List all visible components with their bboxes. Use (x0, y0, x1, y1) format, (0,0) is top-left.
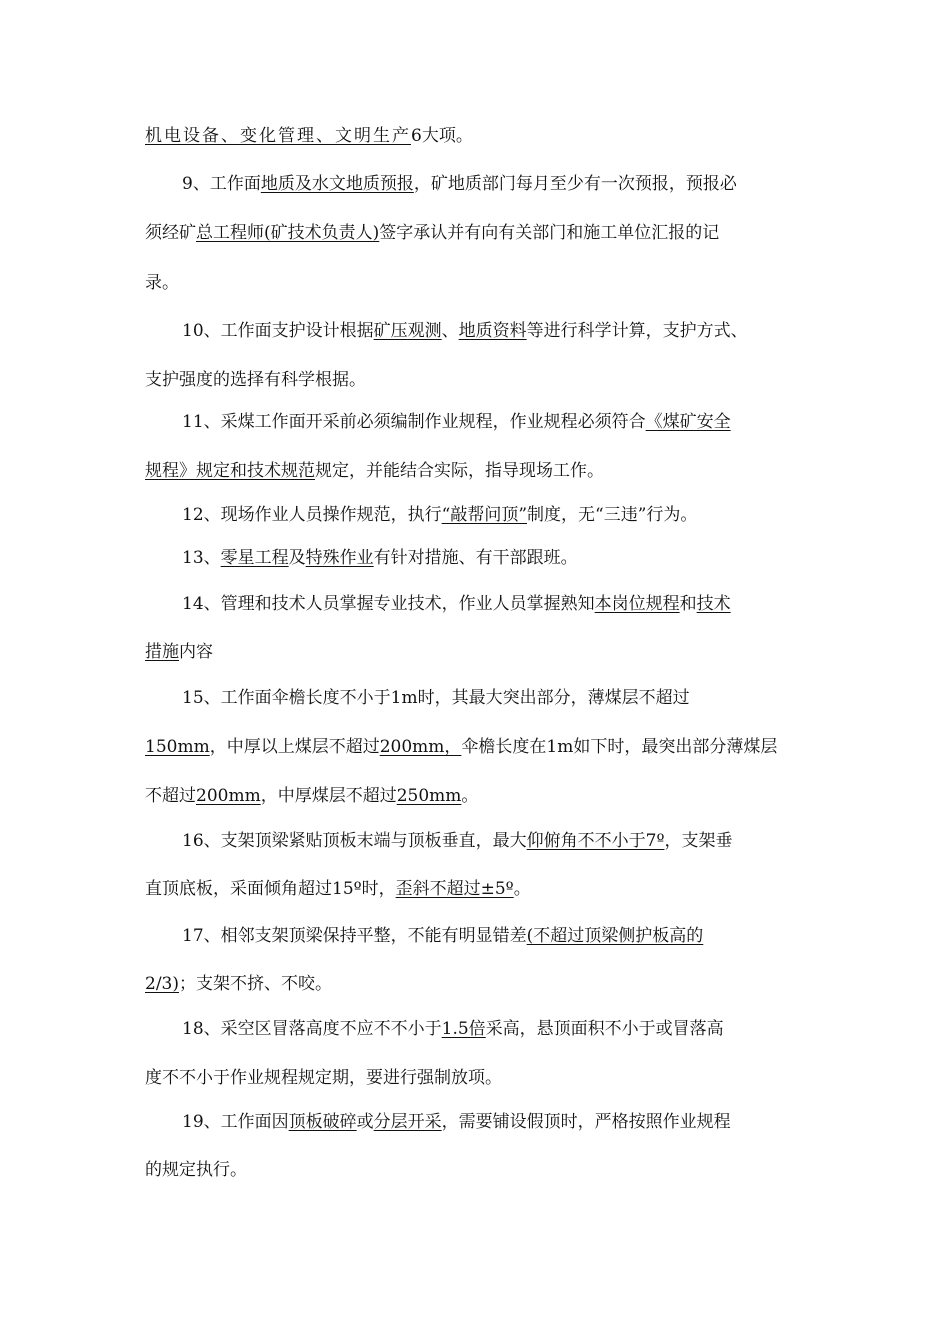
text-line (182, 592, 862, 616)
underlined-text: 规程》规定和技术规范 (145, 461, 315, 481)
underlined-text: 总工程师(矿技术负责人) (196, 223, 380, 243)
text-segment: 规定，并能结合实际，指导现场工作。 (315, 461, 604, 481)
text-segment: 6大项。 (411, 126, 473, 146)
text-segment: 10、工作面支护设计根据 (182, 321, 374, 341)
text-segment: 12、现场作业人员操作规范，执行 (182, 505, 442, 525)
text-line (182, 1110, 862, 1134)
text-line (145, 640, 825, 664)
text-segment: 18、采空区冒落高度不应不不小于 (182, 1019, 442, 1039)
underlined-text: 分层开采 (373, 1112, 442, 1132)
underlined-text: 矿压观测 (373, 321, 442, 341)
text-segment: 11、采煤工作面开采前必须编制作业规程，作业规程必须符合 (182, 412, 646, 432)
text-segment: 录。 (145, 273, 179, 293)
text-line (145, 877, 825, 901)
text-segment: 及 (288, 548, 306, 568)
text-line (145, 1158, 825, 1182)
text-line (145, 368, 825, 392)
text-segment: 等进行科学计算，支护方式、 (526, 321, 748, 341)
underlined-text: 1.5倍 (441, 1019, 486, 1039)
text-line (145, 271, 825, 295)
text-segment: ，支架垂 (664, 831, 733, 851)
text-segment: 的规定执行。 (145, 1160, 247, 1180)
underlined-text: 措施 (145, 642, 179, 662)
text-line (182, 503, 862, 527)
underlined-text: 机电设备、变化管理、文明生产 (145, 126, 411, 146)
underlined-text: 150mm (145, 737, 210, 757)
text-line (145, 735, 825, 759)
underlined-text: 200mm (196, 786, 261, 806)
text-segment: ；支架不挤、不咬。 (179, 974, 332, 994)
underlined-text: 地质资料 (458, 321, 527, 341)
text-line (145, 784, 825, 808)
text-segment: ，中厚以上煤层不超过 (209, 737, 380, 757)
text-line (145, 221, 825, 245)
text-segment: 伞檐长度在1m如下时，最突出部分薄煤层 (461, 737, 778, 757)
text-segment: ，中厚煤层不超过 (260, 786, 397, 806)
underlined-text: 地质及水文地质预报 (260, 174, 414, 194)
text-segment: 9、工作面 (182, 174, 261, 194)
text-line (182, 924, 862, 948)
text-segment: 或 (356, 1112, 374, 1132)
text-line (182, 410, 862, 434)
underlined-text: 顶板破碎 (288, 1112, 357, 1132)
text-line (145, 1066, 825, 1090)
text-segment: 15、工作面伞檐长度不小于1m时，其最大突出部分，薄煤层不超过 (182, 688, 690, 708)
text-segment: 。 (461, 786, 479, 806)
text-segment: 内容 (179, 642, 213, 662)
text-segment: 支护强度的选择有科学根据。 (145, 370, 366, 390)
underlined-text: 200mm， (379, 737, 462, 757)
text-line (182, 1017, 862, 1041)
text-segment: 有针对措施、有干部跟班。 (373, 548, 578, 568)
text-segment: ，需要铺设假顶时，严格按照作业规程 (441, 1112, 731, 1132)
text-segment: 。 (513, 879, 531, 899)
text-segment: 、 (441, 321, 459, 341)
text-segment: 直顶底板，采面倾角超过15º时， (145, 879, 396, 899)
underlined-text: 歪斜不超过±5º (395, 879, 514, 899)
text-line (182, 829, 862, 853)
text-line (182, 546, 862, 570)
text-line (145, 459, 825, 483)
text-segment: ，矿地质部门每月至少有一次预报，预报必 (413, 174, 737, 194)
text-segment: 采高，悬顶面积不小于或冒落高 (485, 1019, 724, 1039)
text-segment: 19、工作面因 (182, 1112, 289, 1132)
text-segment: 和 (679, 594, 697, 614)
underlined-text: 仰俯角不不小于7º (526, 831, 665, 851)
underlined-text: 技术 (696, 594, 731, 614)
text-line (145, 124, 825, 148)
underlined-text: 特殊作业 (305, 548, 374, 568)
text-segment: 度不不小于作业规程规定期，要进行强制放项。 (145, 1068, 502, 1088)
underlined-text: 2/3) (145, 974, 179, 994)
text-line (182, 172, 862, 196)
text-segment: 16、支架顶梁紧贴顶板末端与顶板垂直，最大 (182, 831, 527, 851)
text-segment: 制度，无“三违”行为。 (527, 505, 698, 525)
underlined-text: 本岗位规程 (594, 594, 680, 614)
underlined-text: (不超过顶梁侧护板高的 (526, 926, 704, 946)
text-segment: 13、 (182, 548, 221, 568)
text-segment: 不超过 (145, 786, 196, 806)
underlined-text: 《煤矿安全 (645, 412, 731, 432)
text-segment: 签字承认并有向有关部门和施工单位汇报的记 (379, 223, 720, 243)
text-line (182, 319, 862, 343)
text-segment: 须经矿 (145, 223, 196, 243)
underlined-text: 零星工程 (220, 548, 289, 568)
underlined-text: 250mm (396, 786, 462, 806)
text-line (182, 686, 862, 710)
text-segment: 14、管理和技术人员掌握专业技术，作业人员掌握熟知 (182, 594, 595, 614)
text-segment: 17、相邻支架顶梁保持平整，不能有明显错差 (182, 926, 527, 946)
text-line (145, 972, 825, 996)
underlined-text: “敲帮问顶” (441, 505, 528, 525)
